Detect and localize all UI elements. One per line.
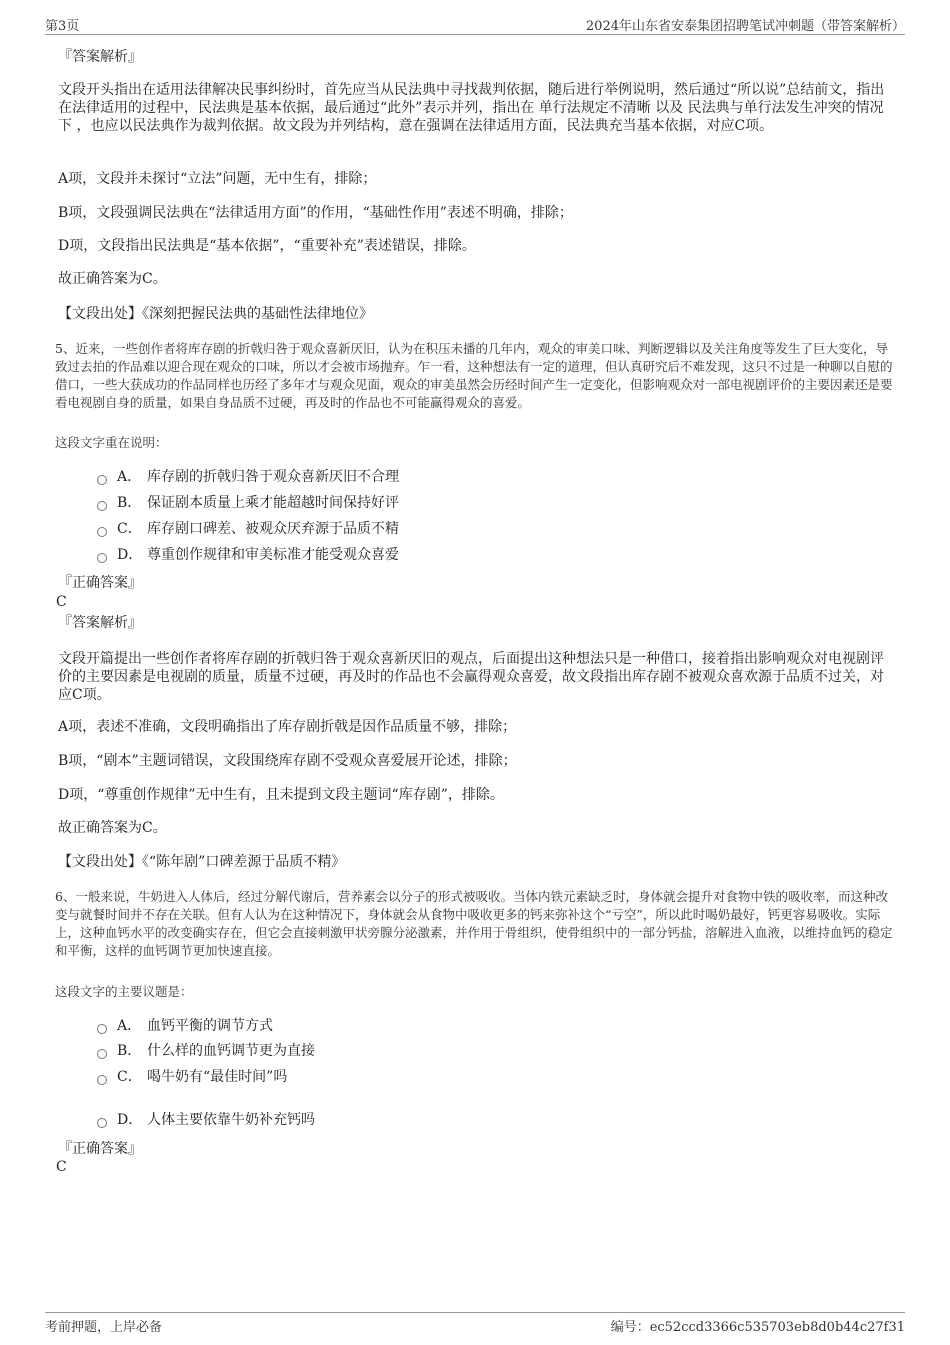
document-code: 编号：ec52ccd3366c535703eb8d0b44c27f31 xyxy=(610,1320,905,1335)
footer-slogan: 考前押题，上岸必备 xyxy=(45,1320,163,1335)
correct-answer-label: 『正确答案』 xyxy=(58,1141,142,1157)
final-answer: 故正确答案为C。 xyxy=(58,820,167,836)
question-5-option-c[interactable] xyxy=(97,520,399,538)
option-key: A． xyxy=(117,469,142,485)
page-footer xyxy=(45,1312,905,1335)
page-header xyxy=(45,14,905,35)
option-text: 人体主要依靠牛奶补充钙吗 xyxy=(147,1112,315,1128)
correct-answer: C xyxy=(56,594,67,610)
radio-icon[interactable] xyxy=(97,475,107,485)
analysis-option-a: A项，表述不准确，文段明确指出了库存剧折戟是因作品质量不够，排除； xyxy=(58,719,517,735)
question-6-option-d[interactable] xyxy=(97,1111,315,1129)
radio-icon[interactable] xyxy=(97,1075,107,1085)
question-6-text: 6、一般来说，牛奶进入人体后，经过分解代谢后，营养素会以分子的形式被吸收。当体内铁元素缺乏时，身体就会提升对食物中铁的吸收率，而这种改变与就餐时间并不存在关联。但有人认为在这种情况下，身体就会从食物中吸收更多的钙来弥补这个“亏空”，所以此时喝奶最好，钙更容易吸收。实际上，这种血钙水平的改变确实存在，但它会直接刺激甲状旁腺分泌激素，并作用于骨组织，使骨组织中的一部分钙盐，溶解进入血液，以维持血钙的稳定和平衡，这样的血钙调节更加快速直接。 xyxy=(55,889,893,958)
analysis-option-a: A项，文段并未探讨“立法”问题，无中生有，排除； xyxy=(58,171,377,187)
option-key: D． xyxy=(117,547,143,563)
correct-answer: C xyxy=(56,1159,67,1175)
option-text: 血钙平衡的调节方式 xyxy=(147,1018,273,1034)
option-text: 保证剧本质量上乘才能超越时间保持好评 xyxy=(147,495,399,511)
analysis-label: 『答案解析』 xyxy=(58,49,142,65)
option-key: C． xyxy=(117,1069,142,1085)
option-text: 什么样的血钙调节更为直接 xyxy=(147,1043,315,1059)
radio-icon[interactable] xyxy=(97,553,107,563)
question-5-option-d[interactable] xyxy=(97,546,399,564)
question-6-prompt: 这段文字的主要议题是： xyxy=(55,984,193,999)
analysis-option-b: B项，文段强调民法典在“法律适用方面”的作用，“基础性作用”表述不明确，排除； xyxy=(58,205,573,221)
source-citation: 【文段出处】《深刻把握民法典的基础性法律地位》 xyxy=(58,306,373,322)
radio-icon[interactable] xyxy=(97,1118,107,1128)
radio-icon[interactable] xyxy=(97,527,107,537)
question-6-option-c[interactable] xyxy=(97,1068,287,1086)
radio-icon[interactable] xyxy=(97,1049,107,1059)
question-5-prompt: 这段文字重在说明： xyxy=(55,435,168,450)
analysis-text: 文段开篇提出一些创作者将库存剧的折戟归咎于观众喜新厌旧的观点，后面提出这种想法只是一种借口，接着指出影响观众对电视剧评价的主要因素是电视剧的质量，质量不过硬，再及时的作品也不会赢得观众喜爱，故文段指出库存剧不被观众喜欢源于品质不过关，对应C项。 xyxy=(58,651,884,703)
source-citation: 【文段出处】《“陈年剧”口碑差源于品质不精》 xyxy=(58,854,346,870)
question-5-option-b[interactable] xyxy=(97,494,399,512)
document-title: 2024年山东省安泰集团招聘笔试冲刺题（带答案解析） xyxy=(585,19,905,34)
radio-icon[interactable] xyxy=(97,1024,107,1034)
option-text: 喝牛奶有“最佳时间”吗 xyxy=(147,1069,288,1085)
question-6-option-b[interactable] xyxy=(97,1042,315,1060)
option-text: 库存剧口碑差、被观众厌弃源于品质不精 xyxy=(147,521,399,537)
option-key: A． xyxy=(117,1018,142,1034)
page-number: 第3页 xyxy=(45,19,80,34)
correct-answer-label: 『正确答案』 xyxy=(58,575,142,591)
option-text: 库存剧的折戟归咎于观众喜新厌旧不合理 xyxy=(147,469,399,485)
analysis-label: 『答案解析』 xyxy=(58,615,142,631)
analysis-option-d: D项，文段指出民法典是“基本依据”，“重要补充”表述错误，排除。 xyxy=(58,238,476,254)
option-key: C． xyxy=(117,521,142,537)
analysis-option-b: B项，“剧本”主题词错误，文段围绕库存剧不受观众喜爱展开论述，排除； xyxy=(58,753,517,769)
final-answer: 故正确答案为C。 xyxy=(58,271,167,287)
option-key: B． xyxy=(117,495,142,511)
option-key: B． xyxy=(117,1043,142,1059)
option-text: 尊重创作规律和审美标准才能受观众喜爱 xyxy=(147,547,399,563)
question-6-option-a[interactable] xyxy=(97,1017,273,1035)
analysis-text: 文段开头指出在适用法律解决民事纠纷时，首先应当从民法典中寻找裁判依据，随后进行举例说明，然后通过“所以说”总结前文，指出在法律适用的过程中，民法典是基本依据，最后通过“此外”表示并列，指出在 单行法规定不清晰 以及 民法典与单行法发生冲突的情况下 ，也应以民法典作为裁判依据。故文段为并列结构，意在强调在法律适用方面，民法典充当基本依据，对应C项。 xyxy=(58,82,885,134)
analysis-option-d: D项，“尊重创作规律”无中生有，且未提到文段主题词“库存剧”，排除。 xyxy=(58,787,504,803)
question-5-option-a[interactable] xyxy=(97,468,399,486)
question-5-text: 5、近来，一些创作者将库存剧的折戟归咎于观众喜新厌旧，认为在积压未播的几年内，观众的审美口味、判断逻辑以及关注角度等发生了巨大变化，导致过去拍的作品难以迎合现在观众的口味，所以才会被市场抛弃。乍一看，这种想法有一定的道理，但认真研究后不难发现，这只不过是一种聊以自慰的借口，一些大获成功的作品同样也历经了多年才与观众见面，观众的审美虽然会历经时间产生一定变化，但影响观众对一部电视剧评价的主要因素还是要看电视剧自身的质量，如果自身品质不过硬，再及时的作品也不可能赢得观众的喜爱。 xyxy=(55,341,893,410)
radio-icon[interactable] xyxy=(97,501,107,511)
option-key: D． xyxy=(117,1112,143,1128)
